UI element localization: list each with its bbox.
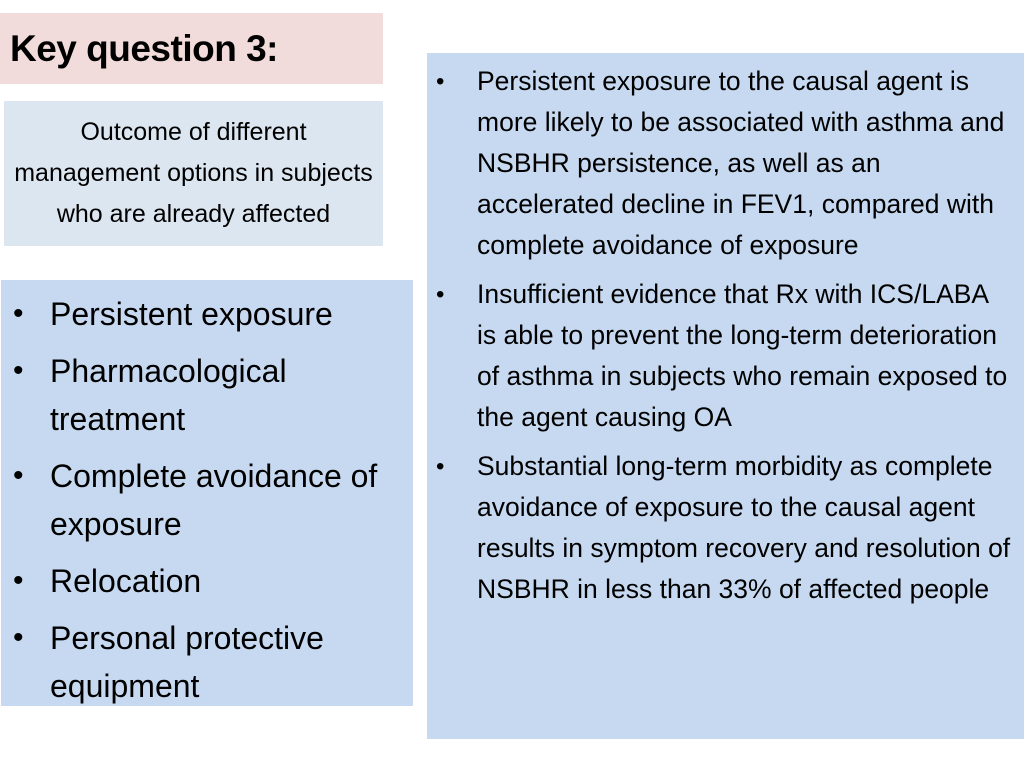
bullet-icon: • (13, 459, 24, 492)
bullet-icon: • (13, 564, 24, 597)
list-item-text: Substantial long-term morbidity as complete avoidance of exposure to the causal agent results in symptom recovery and resolution of NSBHR in less than 33% of affected people (477, 451, 1011, 604)
slide-subtitle: Outcome of different management options in subjects who are already affected (14, 118, 373, 228)
list-item (427, 274, 1012, 438)
management-options-list (9, 290, 405, 710)
list-item-text: Persistent exposure (50, 296, 333, 332)
list-item (9, 614, 405, 710)
subtitle-box (4, 101, 383, 246)
list-item (9, 452, 405, 548)
bullet-icon: • (13, 354, 24, 387)
list-item (9, 557, 405, 605)
title-box (0, 13, 383, 84)
findings-box (427, 53, 1024, 739)
list-item-text: Persistent exposure to the causal agent is more likely to be associated with asthma and NSBHR persistence, as well as an accelerated decline in FEV1, compared with complete avoidance of exposure (477, 66, 1005, 260)
list-item (427, 446, 1012, 610)
list-item-text: Personal protective equipment (50, 620, 324, 704)
list-item (9, 347, 405, 443)
bullet-icon: • (436, 68, 445, 95)
list-item (427, 61, 1012, 266)
list-item-text: Relocation (50, 563, 202, 599)
list-item-text: Pharmacological treatment (50, 353, 287, 437)
management-options-box (1, 280, 413, 706)
bullet-icon: • (436, 281, 445, 308)
list-item (9, 290, 405, 338)
findings-list (427, 61, 1012, 610)
list-item-text: Insufficient evidence that Rx with ICS/LABA is able to prevent the long-term deterioration of asthma in subjects who remain exposed to the agent causing OA (477, 279, 1008, 432)
bullet-icon: • (13, 297, 24, 330)
list-item-text: Complete avoidance of exposure (50, 458, 378, 542)
bullet-icon: • (13, 621, 24, 654)
slide-title: Key question 3: (10, 27, 278, 69)
bullet-icon: • (436, 453, 445, 480)
